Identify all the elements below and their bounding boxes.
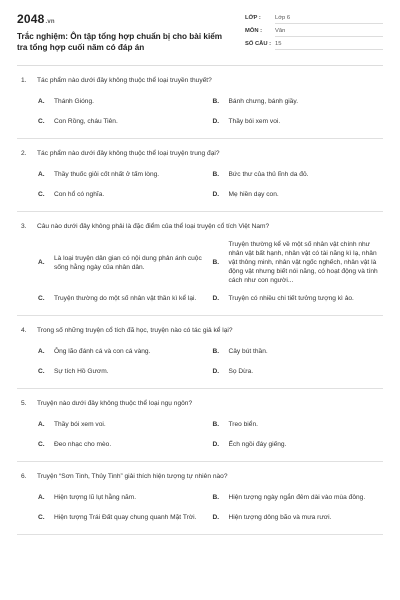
question-block xyxy=(17,212,383,316)
answer-option[interactable] xyxy=(38,434,205,454)
question-number: 5. xyxy=(21,400,27,407)
answer-option[interactable] xyxy=(213,111,380,131)
question-text: Truyện nào dưới đây không thuộc thể loại ngụ ngôn? xyxy=(37,400,193,407)
option-text: Đeo nhạc cho mèo. xyxy=(54,440,112,448)
option-text: Truyện thường kể về một số nhân vật chính như nhân vật bất hạnh, nhân vật có tài năng kì lạ, nhân vật thông minh, nhân vật ngốc nghếch, nhân vật là động vật nhưng biết nói năng, có hoạt động và tính cách như con người... xyxy=(228,241,378,284)
meta-key: SỐ CÂU : xyxy=(245,41,272,47)
meta-row-class xyxy=(245,15,383,28)
option-letter: C. xyxy=(38,190,45,198)
answer-option[interactable] xyxy=(213,434,380,454)
answer-options xyxy=(21,414,379,454)
answer-option[interactable] xyxy=(213,288,380,308)
logo-text: 2048 xyxy=(17,12,45,26)
question-list xyxy=(17,66,383,535)
answer-options xyxy=(21,237,379,308)
option-letter: D. xyxy=(212,513,220,521)
site-logo[interactable] xyxy=(17,13,232,29)
question-text: Tác phẩm nào dưới đây không thuộc thể loại truyện trung đại? xyxy=(37,150,220,157)
option-text: Truyện có nhiều chi tiết tưởng tượng kì ảo. xyxy=(228,294,354,302)
option-letter: A. xyxy=(38,420,45,428)
option-letter: A. xyxy=(38,259,45,266)
option-letter: B. xyxy=(212,170,220,178)
question-stem xyxy=(21,76,379,85)
question-stem xyxy=(21,326,379,335)
quiz-header xyxy=(17,0,383,66)
option-text: Là loại truyện dân gian có nội dung phản ánh cuộc sống hằng ngày của nhân dân. xyxy=(54,254,202,271)
option-text: Mẹ hiền dạy con. xyxy=(228,190,279,198)
option-text: Truyện thường do một số nhân vật thần kì kể lại. xyxy=(54,294,197,302)
option-letter: B. xyxy=(212,97,220,105)
option-letter: D. xyxy=(212,294,220,302)
option-text: Sự tích Hồ Gươm. xyxy=(54,367,109,375)
meta-row-subject xyxy=(245,28,383,41)
question-block xyxy=(17,462,383,535)
option-letter: C. xyxy=(38,294,45,302)
option-text: Ông lão đánh cá và con cá vàng. xyxy=(54,347,151,355)
answer-option[interactable] xyxy=(38,361,205,381)
answer-option[interactable] xyxy=(38,414,205,434)
option-letter: A. xyxy=(38,97,45,105)
answer-option[interactable] xyxy=(213,237,380,288)
answer-option[interactable] xyxy=(213,91,380,111)
answer-option[interactable] xyxy=(38,184,205,204)
answer-option[interactable] xyxy=(38,164,205,184)
option-text: Bánh chưng, bánh giầy. xyxy=(228,97,299,105)
answer-option[interactable] xyxy=(38,507,205,527)
question-stem xyxy=(21,149,379,158)
option-letter: C. xyxy=(38,367,45,375)
answer-options xyxy=(21,91,379,131)
question-block xyxy=(17,66,383,139)
option-text: Bức thư của thủ lĩnh da đỏ. xyxy=(228,170,309,178)
meta-row-count xyxy=(245,41,383,54)
answer-option[interactable] xyxy=(213,361,380,381)
answer-options xyxy=(21,164,379,204)
meta-value: Lớp 6 xyxy=(275,15,383,24)
option-text: Treo biển. xyxy=(228,420,258,428)
option-text: Con hổ có nghĩa. xyxy=(54,190,105,198)
question-text: Trong số những truyện cổ tích đã học, truyện nào có tác giả kể lại? xyxy=(37,327,233,334)
option-text: Hiện tượng dông bão và mưa rươi. xyxy=(228,513,332,521)
question-number: 6. xyxy=(21,473,27,480)
question-number: 4. xyxy=(21,327,27,334)
question-stem xyxy=(21,472,379,481)
option-text: Hiện tượng lũ lụt hằng năm. xyxy=(54,493,137,501)
option-letter: B. xyxy=(212,420,220,428)
option-letter: A. xyxy=(38,170,45,178)
logo-suffix: .vn xyxy=(45,19,55,25)
answer-option[interactable] xyxy=(213,414,380,434)
option-letter: B. xyxy=(212,493,220,501)
option-letter: C. xyxy=(38,440,45,448)
meta-value: Văn xyxy=(275,28,383,37)
question-number: 2. xyxy=(21,150,27,157)
option-letter: A. xyxy=(38,493,45,501)
answer-option[interactable] xyxy=(213,164,380,184)
option-text: Con Rồng, cháu Tiên. xyxy=(54,117,118,125)
question-block xyxy=(17,139,383,212)
option-text: Thầy bói xem voi. xyxy=(54,420,106,428)
option-letter: D. xyxy=(212,190,220,198)
option-letter: D. xyxy=(212,440,220,448)
quiz-meta xyxy=(245,13,383,65)
option-text: Hiện tượng ngày ngắn đêm dài vào mùa đông. xyxy=(228,493,366,501)
question-stem xyxy=(21,222,379,231)
quiz-title: Trắc nghiệm: Ôn tập tổng hợp chuẩn bị cho bài kiểm tra tổng hợp cuối năm có đáp án xyxy=(17,32,223,52)
answer-option[interactable] xyxy=(38,288,205,308)
option-letter: D. xyxy=(212,367,220,375)
answer-option[interactable] xyxy=(38,237,205,288)
answer-option[interactable] xyxy=(213,487,380,507)
answer-option[interactable] xyxy=(213,507,380,527)
option-letter: A. xyxy=(38,347,45,355)
option-text: Thầy bói xem voi. xyxy=(228,117,281,125)
answer-option[interactable] xyxy=(38,487,205,507)
answer-options xyxy=(21,341,379,381)
answer-option[interactable] xyxy=(38,91,205,111)
question-text: Câu nào dưới đây không phải là đặc điểm của thể loại truyện cổ tích Việt Nam? xyxy=(37,223,270,230)
question-text: Tác phẩm nào dưới đây không thuộc thể loại truyền thuyết? xyxy=(37,77,212,84)
question-text: Truyện “Sơn Tinh, Thủy Tinh” giải thích hiện tượng tự nhiên nào? xyxy=(37,473,228,480)
option-text: Cây bút thần. xyxy=(228,347,268,355)
meta-value: 15 xyxy=(275,41,383,50)
option-text: Sọ Dừa. xyxy=(228,367,254,375)
option-letter: C. xyxy=(38,117,45,125)
question-stem xyxy=(21,399,379,408)
option-text: Ếch ngồi đáy giếng. xyxy=(228,440,287,448)
option-letter: B. xyxy=(212,347,220,355)
question-block xyxy=(17,316,383,389)
option-letter: B. xyxy=(212,259,220,266)
header-left xyxy=(17,13,232,65)
option-text: Thánh Gióng. xyxy=(54,97,94,105)
option-text: Thầy thuốc giỏi cốt nhất ở tấm lòng. xyxy=(54,170,160,178)
meta-key: LỚP : xyxy=(245,15,261,21)
answer-option[interactable] xyxy=(38,111,205,131)
question-number: 1. xyxy=(21,77,27,84)
option-letter: C. xyxy=(38,513,45,521)
question-number: 3. xyxy=(21,223,27,230)
meta-key: MÔN : xyxy=(245,28,263,34)
answer-option[interactable] xyxy=(213,184,380,204)
answer-option[interactable] xyxy=(38,341,205,361)
answer-option[interactable] xyxy=(213,341,380,361)
answer-options xyxy=(21,487,379,527)
question-block xyxy=(17,389,383,462)
option-letter: D. xyxy=(212,117,220,125)
option-text: Hiện tượng Trái Đất quay chung quanh Mặt Trời. xyxy=(54,513,197,521)
